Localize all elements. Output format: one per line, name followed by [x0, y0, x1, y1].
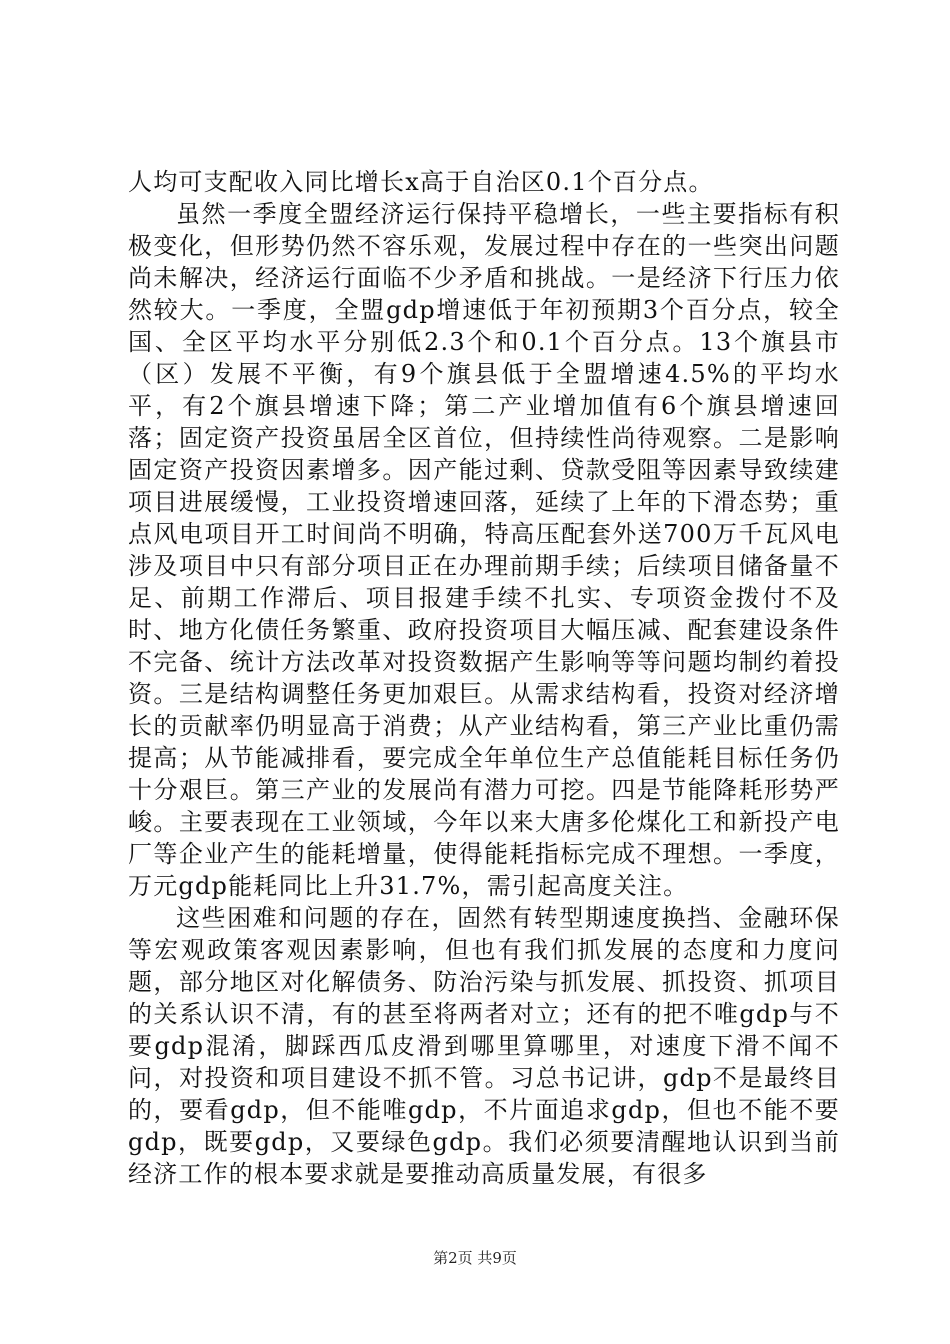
- paragraph-2: 虽然一季度全盟经济运行保持平稳增长，一些主要指标有积极变化，但形势仍然不容乐观，发展过程中存在的一些突出问题尚未解决，经济运行面临不少矛盾和挑战。一是经济下行压力依然较大。一季度，全盟gdp增速低于年初预期3个百分点，较全国、全区平均水平分别低2.3个和0.1个百分点。13个旗县市（区）发展不平衡，有9个旗县低于全盟增速4.5%的平均水平，有2个旗县增速下降；第二产业增加值有6个旗县增速回落；固定资产投资虽居全区首位，但持续性尚待观察。二是影响固定资产投资因素增多。因产能过剩、贷款受阻等因素导致续建项目进展缓慢，工业投资增速回落，延续了上年的下滑态势；重点风电项目开工时间尚不明确，特高压配套外送700万千瓦风电涉及项目中只有部分项目正在办理前期手续；后续项目储备量不足、前期工作滞后、项目报建手续不扎实、专项资金拨付不及时、地方化债任务繁重、政府投资项目大幅压减、配套建设条件不完备、统计方法改革对投资数据产生影响等等问题均制约着投资。三是结构调整任务更加艰巨。从需求结构看，投资对经济增长的贡献率仍明显高于消费；从产业结构看，第三产业比重仍需提高；从节能减排看，要完成全年单位生产总值能耗目标任务仍十分艰巨。第三产业的发展尚有潜力可挖。四是节能降耗形势严峻。主要表现在工业领域，今年以来大唐多伦煤化工和新投产电厂等企业产生的能耗增量，使得能耗指标完成不理想。一季度，万元gdp能耗同比上升31.7%，需引起高度关注。: [128, 200, 840, 900]
- paragraph-1: 人均可支配收入同比增长x高于自治区0.1个百分点。: [128, 168, 714, 196]
- paragraph-3: 这些困难和问题的存在，固然有转型期速度换挡、金融环保等宏观政策客观因素影响，但也有我们抓发展的态度和力度问题，部分地区对化解债务、防治污染与抓发展、抓投资、抓项目的关系认识不清，有的甚至将两者对立；还有的把不唯gdp与不要gdp混淆，脚踩西瓜皮滑到哪里算哪里，对速度下滑不闻不问，对投资和项目建设不抓不管。习总书记讲，gdp不是最终目的，要看gdp，但不能唯gdp，不片面追求gdp，但也不能不要gdp，既要gdp，又要绿色gdp。我们必须要清醒地认识到当前经济工作的根本要求就是要推动高质量发展，有很多: [128, 904, 840, 1188]
- page-number-footer: 第2页 共9页: [433, 1249, 517, 1267]
- document-body: [128, 166, 840, 1190]
